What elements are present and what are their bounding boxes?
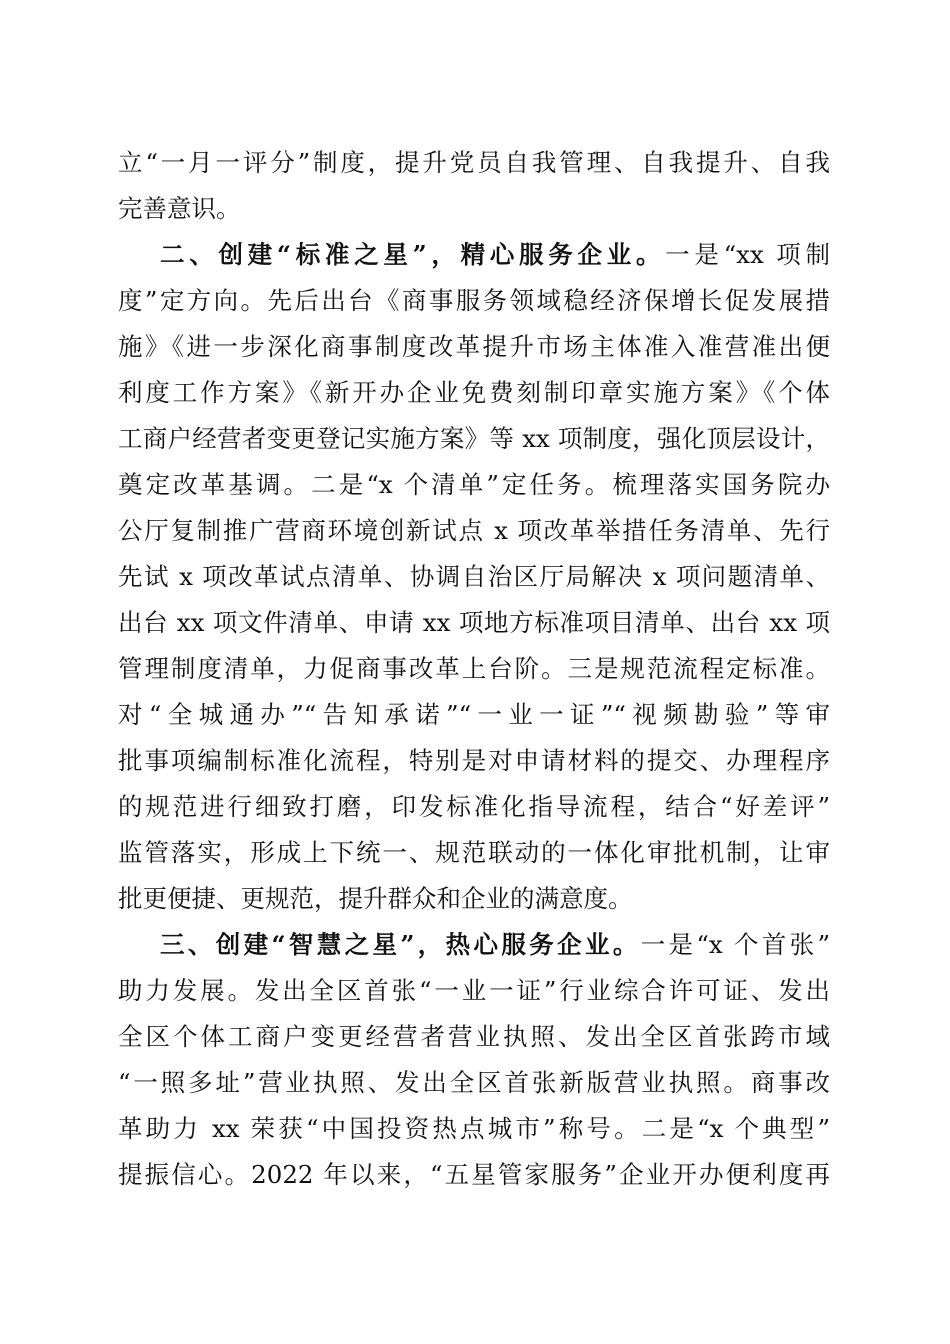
text-run: 一是“xx 项制 bbox=[665, 240, 831, 269]
section-heading-line bbox=[118, 922, 830, 968]
text-line: 度”定方向。先后出台《商事服务领域稳经济保增长促发展措 bbox=[118, 286, 830, 315]
text-line: 公厅复制推广营商环境创新试点 x 项改革举措任务清单、先行 bbox=[118, 516, 830, 545]
text-line: 革助力 xx 荣获“中国投资热点城市”称号。二是“x 个典型” bbox=[118, 1114, 830, 1143]
text-line: 批更便捷、更规范，提升群众和企业的满意度。 bbox=[118, 884, 633, 913]
text-line: 奠定改革基调。二是“x 个清单”定任务。梳理落实国务院办 bbox=[118, 470, 830, 499]
text-line: 全区个体工商户变更经营者营业执照、发出全区首张跨市域 bbox=[118, 1022, 830, 1051]
text-line: 对“全城通办”“告知承诺”“一业一证”“视频勘验”等审 bbox=[118, 700, 830, 729]
text-line: 提振信心。2022 年以来，“五星管家服务”企业开办便利度再 bbox=[118, 1160, 830, 1189]
text-line: 的规范进行细致打磨，印发标准化指导流程，结合“好差评” bbox=[118, 792, 830, 821]
text-line: 利度工作方案》《新开办企业免费刻制印章实施方案》《个体 bbox=[118, 378, 830, 407]
text-run: 一是“x 个首张” bbox=[640, 930, 831, 959]
text-line: “一照多址”营业执照、发出全区首张新版营业执照。商事改 bbox=[118, 1068, 830, 1097]
text-line: 工商户经营者变更登记实施方案》等 xx 项制度，强化顶层设计， bbox=[118, 424, 830, 453]
text-line: 立“一月一评分”制度，提升党员自我管理、自我提升、自我 bbox=[118, 148, 830, 177]
text-line: 先试 x 项改革试点清单、协调自治区厅局解决 x 项问题清单、 bbox=[118, 562, 830, 591]
text-line: 施》《进一步深化商事制度改革提升市场主体准入准营准出便 bbox=[118, 332, 830, 361]
section-heading-2: 二、创建“标准之星”，精心服务企业。 bbox=[160, 240, 666, 269]
text-line: 监管落实，形成上下统一、规范联动的一体化审批机制，让审 bbox=[118, 838, 830, 867]
section-heading-line bbox=[118, 232, 830, 278]
text-line: 完善意识。 bbox=[118, 194, 241, 223]
document-body bbox=[118, 140, 830, 1198]
section-heading-3: 三、创建“智慧之星”，热心服务企业。 bbox=[160, 930, 641, 959]
text-line: 出台 xx 项文件清单、申请 xx 项地方标准项目清单、出台 xx 项 bbox=[118, 608, 830, 637]
text-line: 批事项编制标准化流程，特别是对申请材料的提交、办理程序 bbox=[118, 746, 830, 775]
text-line: 助力发展。发出全区首张“一业一证”行业综合许可证、发出 bbox=[118, 976, 830, 1005]
text-line: 管理制度清单，力促商事改革上台阶。三是规范流程定标准。 bbox=[118, 654, 830, 683]
